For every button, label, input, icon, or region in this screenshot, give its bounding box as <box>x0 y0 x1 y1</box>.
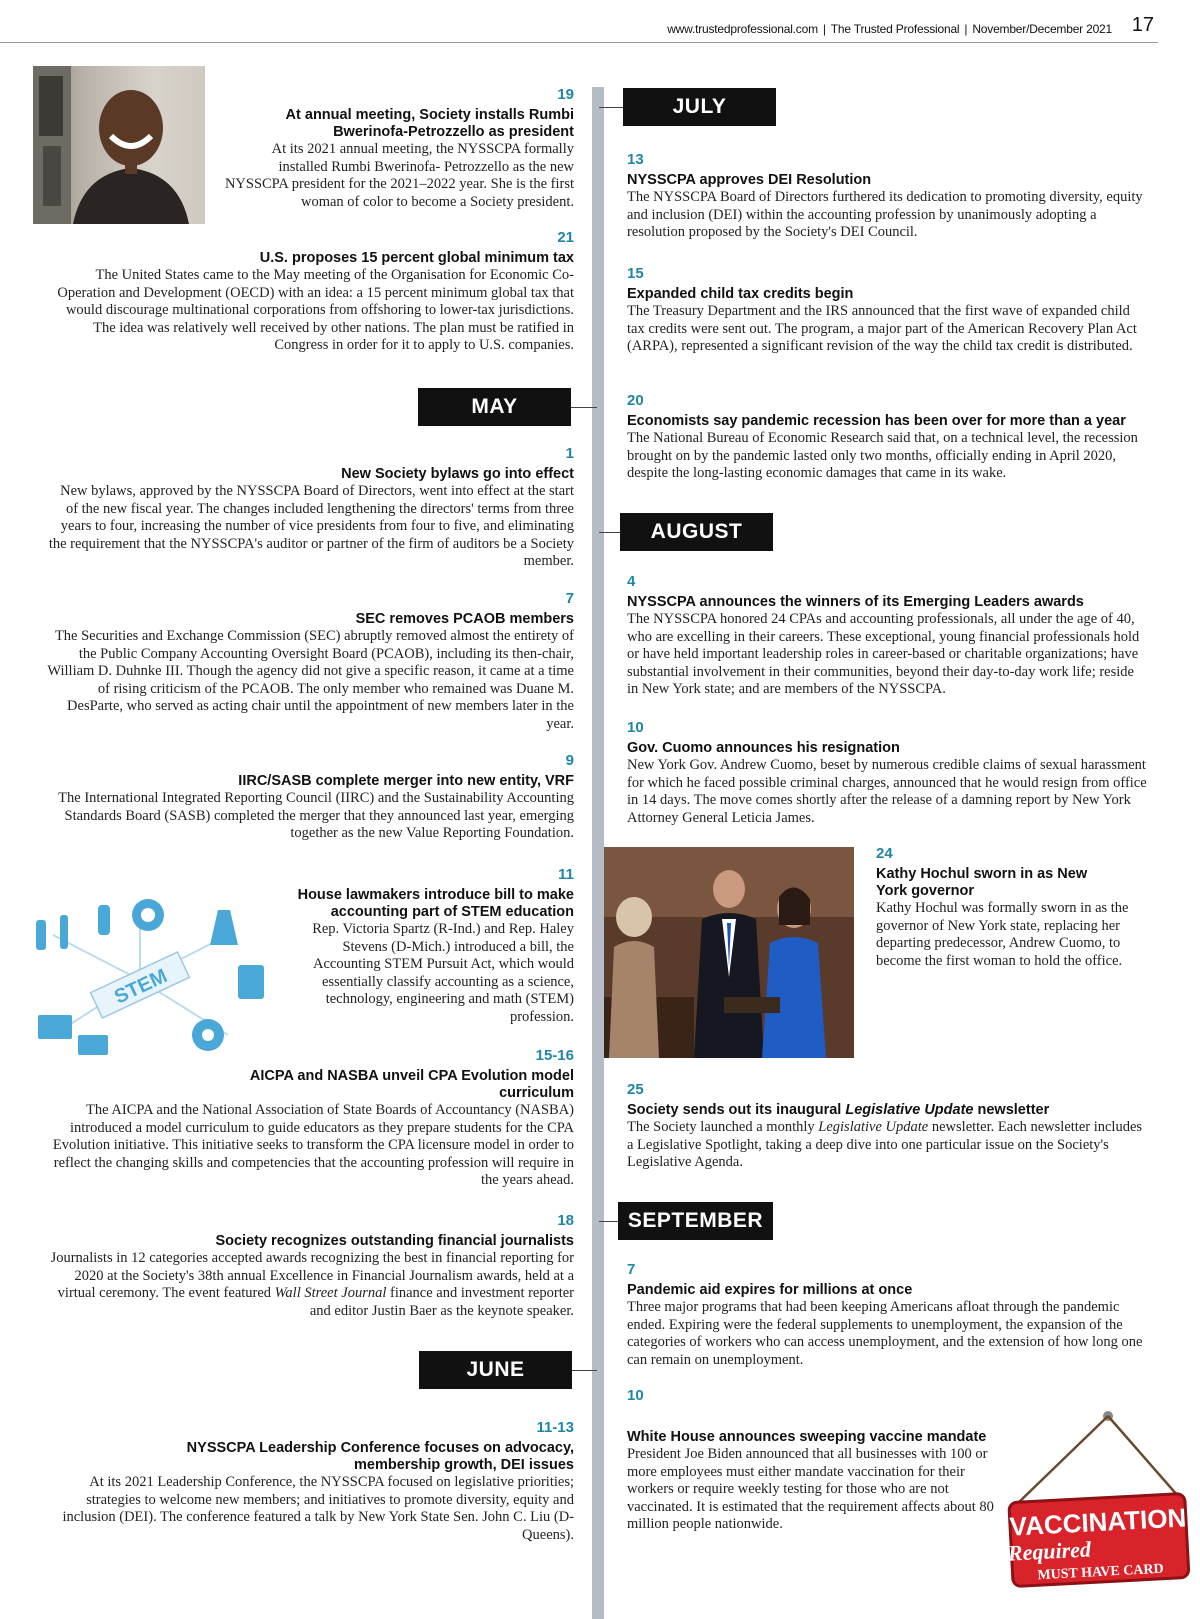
month-may: MAY <box>418 388 571 426</box>
entry-body: The National Bureau of Economic Research said that, on a technical level, the recession brought on by the pandemic lasted only two months, officially ending in April 2020, despite the long-lasting economic damages that came in its wake. <box>627 430 1138 481</box>
entry-left-7 <box>46 1212 574 1320</box>
entry-headline: Gov. Cuomo announces his resignation <box>627 740 900 756</box>
entry-left-5 <box>280 866 574 1026</box>
month-connector <box>599 1221 618 1222</box>
entry-day: 10 <box>627 1387 644 1404</box>
vaccine-sign-line1: VACCINATION <box>1008 1502 1187 1542</box>
entry-headline: Society recognizes outstanding financial journalists <box>215 1233 574 1249</box>
entry-day: 19 <box>557 86 574 103</box>
entry-day: 15 <box>627 265 644 282</box>
entry-body: Three major programs that had been keeping Americans afloat through the pandemic ended. Expiring were the federal supplements to unemployment, the expansion of the categories of workers who can access unemployment, and the extension of how long one can remain on unemployment. <box>627 1299 1143 1368</box>
header-text: www.trustedprofessional.com | The Trusted Professional | November/December 2021 <box>667 22 1112 36</box>
entry-left-2 <box>46 445 574 571</box>
entry-body: New bylaws, approved by the NYSSCPA Board of Directors, went into effect at the start of the new fiscal year. The changes included lengthening the directors' terms from three years to four, increasing the number of vice presidents from four to five, and eliminating the requirement that the NYSSCPA's auditor or partner of the firm of auditors be a Society member. <box>48 483 574 569</box>
month-connector <box>571 407 597 408</box>
month-connector <box>572 1370 597 1371</box>
entry-headline: At annual meeting, Society installs Rumbi Bwerinofa-Petrozzello as president <box>285 107 574 140</box>
month-june: JUNE <box>419 1351 572 1389</box>
entry-headline: New Society bylaws go into effect <box>341 466 574 482</box>
entry-left-4 <box>46 752 574 843</box>
entry-right-0 <box>627 151 1147 242</box>
vaccine-sign-line2: Required <box>1007 1536 1092 1566</box>
entry-day: 18 <box>557 1212 574 1229</box>
entry-body: The International Integrated Reporting Council (IIRC) and the Sustainability Accounting Standards Board (SASB) completed the merger that they announced last year, emerging together as the new Value Reporting Foundation. <box>58 790 574 841</box>
entry-headline: NYSSCPA announces the winners of its Emerging Leaders awards <box>627 594 1084 610</box>
entry-body: The AICPA and the National Association of State Boards of Accountancy (NASBA) introduced a model curriculum to guide educators as they prepare students for the CPA Evolution initiative. This initiative seeks to transform the CPA licensure model in order to reflect the changing skills and competencies that the accounting profession will require in the years ahead. <box>52 1102 574 1188</box>
entry-headline: Pandemic aid expires for millions at once <box>627 1282 913 1298</box>
entry-body: At its 2021 annual meeting, the NYSSCPA formally installed Rumbi Bwerinofa- Petrozzello as the new NYSSCPA president for the 2021–2022 year. She is the first woman of color to become a Society president. <box>224 141 574 210</box>
entry-body: The NYSSCPA honored 24 CPAs and accounting professionals, all under the age of 40, who are excelling in their careers. These exceptional, young financial professionals hold or have held important leadership roles in career-based or charitable organizations; have substantial involvement in their communities, beyond their day-to-day work life; reside in New York state; and are members of the NYSSCPA. <box>627 611 1140 697</box>
entry-body: The Treasury Department and the IRS announced that the first wave of expanded child tax credits were sent out. The program, a major part of the American Recovery Plan Act (ARPA), represented a significant revision of the way the child tax credit is distributed. <box>627 303 1137 354</box>
entry-right-4 <box>627 719 1147 827</box>
entry-body: Rep. Victoria Spartz (R-Ind.) and Rep. Haley Stevens (D-Mich.) introduced a bill, the Accounting STEM Pursuit Act, which would essentially classify accounting as a science, technology, engineering and math (STEM) profession. <box>312 921 574 1025</box>
entry-day: 13 <box>627 151 644 168</box>
stem-label: STEM <box>111 965 171 1009</box>
entry-day: 7 <box>627 1261 636 1278</box>
header-issue: November/December 2021 <box>972 22 1112 36</box>
header-publication: The Trusted Professional <box>830 22 960 36</box>
swearing-in-illustration <box>604 847 854 1058</box>
entry-body: The Securities and Exchange Commission (SEC) abruptly removed almost the entirety of the Public Company Accounting Oversight Board (PCAOB), including its then-chair, William D. Duhnke III. Though the agency did not give a specific reason, it came at a time of rising criticism of the PCAOB. The only member who remained was Duane M. DesParte, who served as acting chair until the appointment of new members later in the year. <box>47 628 574 732</box>
entry-headline: Society sends out its inaugural Legislative Update newsletter <box>627 1102 1050 1118</box>
entry-headline: Kathy Hochul sworn in as New York governor <box>876 866 1088 899</box>
entry-day: 25 <box>627 1081 644 1098</box>
entry-left-3 <box>46 590 574 733</box>
timeline-spine <box>592 87 604 1619</box>
legislative-update-title: Legislative Update <box>818 1119 929 1135</box>
entry-day: 15-16 <box>535 1047 574 1064</box>
legislative-update-title: Legislative Update <box>845 1102 974 1118</box>
stem-illustration <box>8 885 273 1070</box>
entry-headline: Expanded child tax credits begin <box>627 286 854 302</box>
entry-body: Kathy Hochul was formally sworn in as the governor of New York state, replacing her departing predecessor, Andrew Cuomo, to become the first woman to hold the office. <box>876 900 1129 969</box>
entry-body: President Joe Biden announced that all businesses with 100 or more employees must either mandate vaccination for their workers or require weekly testing for those who are not vaccinated. It is estimated that the requirement affects about 80 million people nationwide. <box>627 1446 994 1532</box>
entry-headline: SEC removes PCAOB members <box>355 611 574 627</box>
entry-right-8 <box>627 1387 999 1534</box>
entry-right-2 <box>627 392 1157 483</box>
entry-day: 9 <box>565 752 574 769</box>
entry-day: 11-13 <box>536 1419 574 1436</box>
entry-headline: IIRC/SASB complete merger into new entity, VRF <box>238 773 574 789</box>
entry-headline: NYSSCPA Leadership Conference focuses on advocacy, membership growth, DEI issues <box>186 1440 574 1473</box>
entry-right-6 <box>627 1081 1147 1172</box>
month-connector <box>599 532 620 533</box>
entry-day: 20 <box>627 392 644 409</box>
entry-day: 4 <box>627 573 636 590</box>
page-header <box>0 14 1158 43</box>
entry-left-1 <box>46 229 574 355</box>
page-number: 17 <box>1131 14 1154 36</box>
vaccine-sign-line3: MUST HAVE CARD <box>1037 1561 1165 1584</box>
entry-day: 1 <box>565 445 574 462</box>
entry-headline: AICPA and NASBA unveil CPA Evolution model curriculum <box>249 1068 574 1101</box>
month-connector <box>599 107 623 108</box>
entry-day: 24 <box>876 845 893 862</box>
entry-headline: House lawmakers introduce bill to make accounting part of STEM education <box>297 887 574 920</box>
entry-body: At its 2021 Leadership Conference, the NYSSCPA focused on legislative priorities; strategies to welcome new members; and initiatives to promote diversity, equity and inclusion (DEI). The conference featured a talk by New York State Sen. John C. Liu (D-Queens). <box>62 1474 574 1543</box>
entry-body: The NYSSCPA Board of Directors furthered its dedication to promoting diversity, equity and inclusion (DEI) within the accounting profession by unanimously adopting a resolution proposed by the Society's DEI Council. <box>627 189 1143 240</box>
vaccine-sign-illustration <box>1005 1408 1193 1590</box>
vaccine-sign-graphic <box>1005 1408 1193 1590</box>
entry-body: New York Gov. Andrew Cuomo, beset by numerous credible claims of sexual harassment for which he faced possible criminal charges, announced that he would resign from office in 14 days. The move comes shortly after the release of a damning report by New York Attorney General Leticia James. <box>627 757 1147 826</box>
entry-right-5 <box>876 845 1148 970</box>
entry-right-1 <box>627 265 1147 356</box>
entry-body: Journalists in 12 categories accepted awards recognizing the best in financial reporting for 2020 at the Society's 38th annual Excellence in Financial Journalism awards, held at a virtual ceremony. The event featured Wall Street Journal finance and investment reporter and editor Justin Baer as the keynote speaker. <box>50 1250 574 1319</box>
entry-body: The Society launched a monthly Legislative Update newsletter. Each newsletter includes a Legislative Spotlight, taking a deep dive into one particular issue on the Society's Legislative Agenda. <box>627 1119 1143 1170</box>
entry-left-0 <box>224 86 574 211</box>
entry-day: 11 <box>558 866 574 883</box>
entry-day: 7 <box>565 590 574 607</box>
entry-headline: White House announces sweeping vaccine mandate <box>627 1429 987 1445</box>
entry-right-7 <box>627 1261 1147 1369</box>
month-july: JULY <box>623 88 776 126</box>
entry-right-3 <box>627 573 1147 699</box>
header-site-link[interactable]: www.trustedprofessional.com <box>667 22 818 36</box>
entry-body: The United States came to the May meeting of the Organisation for Economic Co-Operation and Development (OECD) with an idea: a 15 percent minimum global tax that would discourage multinational corporations from offshoring to lower-tax jurisdictions. The idea was relatively well received by other nations. The plan must be ratified in Congress in order for it to apply to U.S. companies. <box>57 267 574 353</box>
entry-day: 21 <box>557 229 574 246</box>
month-august: AUGUST <box>620 513 773 551</box>
hochul-swearing-in-photo <box>604 847 854 1058</box>
entry-day: 10 <box>627 719 644 736</box>
entry-headline: Economists say pandemic recession has been over for more than a year <box>627 413 1126 429</box>
entry-headline: NYSSCPA approves DEI Resolution <box>627 172 872 188</box>
entry-left-8 <box>46 1419 574 1544</box>
month-september: SEPTEMBER <box>618 1202 773 1240</box>
entry-left-6 <box>46 1047 574 1190</box>
portrait-photo <box>33 66 205 224</box>
wsj-title: Wall Street Journal <box>274 1285 387 1301</box>
stem-graphic <box>8 885 273 1070</box>
entry-headline: U.S. proposes 15 percent global minimum tax <box>259 250 574 266</box>
portrait-illustration <box>33 66 205 224</box>
